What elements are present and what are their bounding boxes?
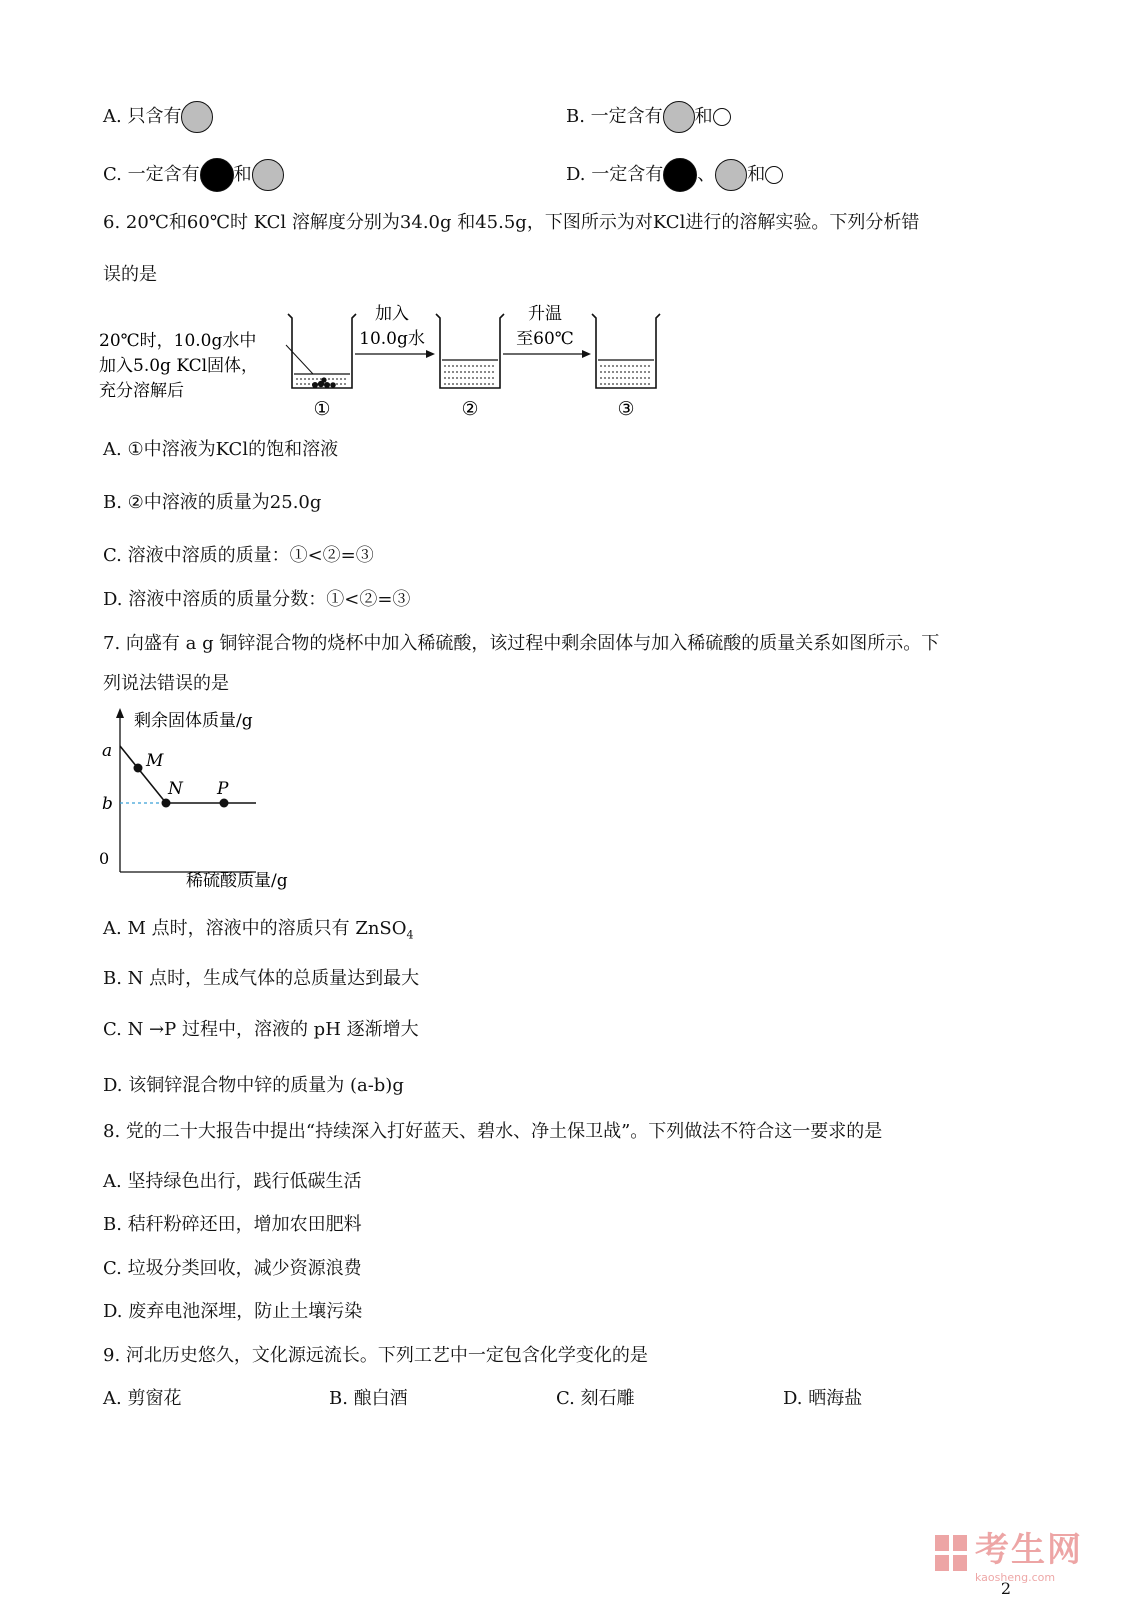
q7-stem-line1: 7. 向盛有 a g 铜锌混合物的烧杯中加入稀硫酸，该过程中剩余固体与加入稀硫酸的质量关系如图所示。下 (103, 633, 940, 654)
origin-label: 0 (99, 849, 110, 868)
beaker-2 (436, 314, 504, 388)
q8-option-c: C. 垃圾分类回收，减少资源浪费 (103, 1258, 362, 1279)
page-number: 2 (1000, 1579, 1011, 1598)
q8-option-d: D. 废弃电池深埋，防止土壤污染 (103, 1301, 363, 1322)
q7-option-a: A. M 点时，溶液中的溶质只有 ZnSO$_4$ (103, 918, 414, 942)
beaker-3-label: ③ (617, 398, 635, 420)
point-m (134, 764, 143, 773)
arrow-1-head (426, 350, 435, 358)
q7-option-d: D. 该铜锌混合物中锌的质量为 (a-b)g (103, 1075, 404, 1096)
white-atom-icon (765, 166, 783, 184)
beaker-1-label: ① (313, 398, 331, 420)
watermark (933, 1522, 1083, 1584)
q6-fig-desc-2: 加入5.0g KCl固体， (99, 356, 259, 376)
q5-option-c: C. 一定含有 和 (103, 158, 284, 192)
q7-option-c: C. N →P 过程中，溶液的 pH 逐渐增大 (103, 1019, 419, 1040)
y-axis-arrow (116, 708, 124, 718)
q9-option-d: D. 晒海盐 (783, 1388, 863, 1409)
q7-stem-line2: 列说法错误的是 (103, 673, 229, 694)
arrow-2-top-text: 升温 (528, 304, 562, 324)
point-p-label: P (217, 779, 229, 799)
gray-atom-icon (181, 101, 213, 133)
beaker-3 (592, 314, 660, 388)
x-axis-label: 稀硫酸质量/g (186, 871, 288, 891)
gray-atom-icon (715, 159, 747, 191)
watermark-url: kaosheng.com (975, 1571, 1056, 1584)
point-m-label: M (146, 751, 164, 771)
q8-stem: 8. 党的二十大报告中提出“持续深入打好蓝天、碧水、净土保卫战”。下列做法不符合这一要求的是 (103, 1121, 883, 1142)
black-atom-icon (663, 158, 697, 192)
arrow-1-bottom-text: 10.0g水 (359, 329, 425, 349)
q6-option-c: C. 溶液中溶质的质量：①<②=③ (103, 545, 374, 566)
arrow-2-head (582, 350, 591, 358)
q6-dissolution-figure (96, 298, 676, 428)
q6-fig-desc-3: 充分溶解后 (99, 381, 184, 401)
gray-atom-icon (252, 159, 284, 191)
q8-option-b: B. 秸秆粉碎还田，增加农田肥料 (103, 1214, 362, 1235)
q9-option-b: B. 酿白酒 (329, 1388, 408, 1409)
y-tick-a: a (102, 741, 113, 761)
arrow-2-bottom-text: 至60℃ (516, 329, 574, 349)
q6-option-d: D. 溶液中溶质的质量分数：①<②=③ (103, 589, 411, 610)
y-axis-label: 剩余固体质量/g (134, 711, 253, 731)
point-n-label: N (168, 779, 183, 799)
arrow-1-top-text: 加入 (375, 304, 409, 324)
q8-option-a: A. 坚持绿色出行，践行低碳生活 (103, 1171, 362, 1192)
gray-atom-icon (663, 101, 695, 133)
pointer-line (286, 345, 313, 374)
q7-chart (96, 706, 316, 896)
beaker-2-liquid (442, 360, 498, 384)
watermark-text: 考生网 (975, 1530, 1083, 1570)
q9-option-a: A. 剪窗花 (103, 1388, 182, 1409)
black-atom-icon (200, 158, 234, 192)
remaining-solid-line (120, 746, 256, 803)
point-n (162, 799, 171, 808)
point-p (220, 799, 229, 808)
q6-fig-desc-1: 20℃时，10.0g水中 (99, 331, 257, 351)
white-atom-icon (713, 108, 731, 126)
beaker-2-label: ② (461, 398, 479, 420)
q7-option-b: B. N 点时，生成气体的总质量达到最大 (103, 968, 420, 989)
beaker-1 (288, 314, 356, 388)
q5-option-b: B. 一定含有 和 (566, 101, 731, 133)
beaker-3-liquid (598, 360, 654, 384)
q6-option-b: B. ②中溶液的质量为25.0g (103, 492, 322, 513)
q6-stem-line1: 6. 20℃和60℃时 KCl 溶解度分别为34.0g 和45.5g，下图所示为对KCl进行的溶解实验。下列分析错 (103, 212, 920, 233)
q6-stem-line2: 误的是 (103, 264, 157, 285)
watermark-logo-icon (933, 1533, 969, 1573)
q6-option-a: A. ①中溶液为KCl的饱和溶液 (103, 439, 339, 460)
q5-option-a: A. 只含有 (103, 101, 213, 133)
q9-stem: 9. 河北历史悠久，文化源远流长。下列工艺中一定包含化学变化的是 (103, 1345, 648, 1366)
q9-option-c: C. 刻石雕 (556, 1388, 635, 1409)
q5-option-d: D. 一定含有 、 和 (566, 158, 783, 192)
y-tick-b: b (102, 794, 113, 814)
